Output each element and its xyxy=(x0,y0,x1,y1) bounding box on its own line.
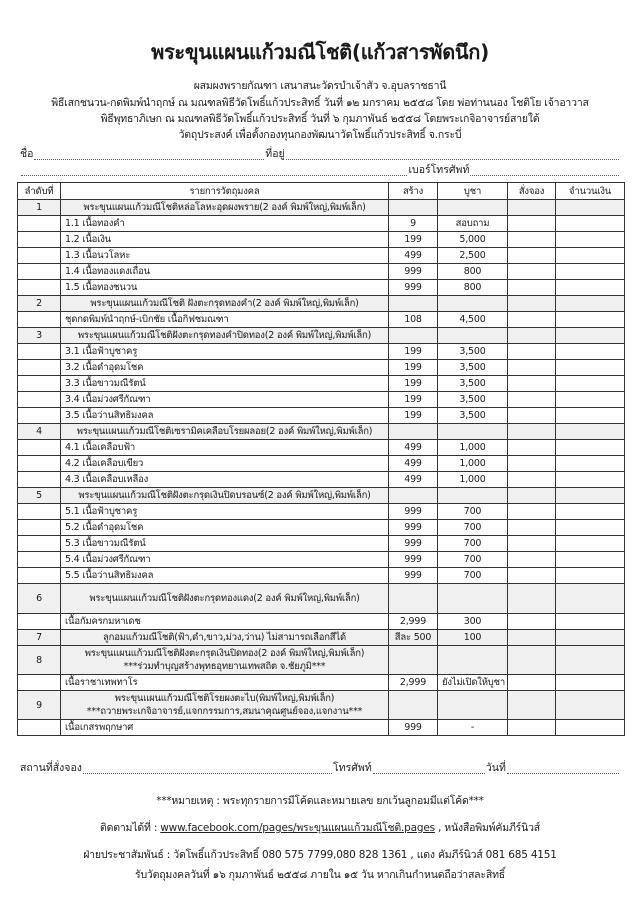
address-label: ที่อยู่ xyxy=(265,148,285,160)
item-made: 999 xyxy=(389,264,438,280)
group-title-line-1: พระขุนแผนแก้วมณีโชติโรยผงตะไบ(พิมพ์ใหญ่,พิมพ์เล็ก) xyxy=(114,693,335,704)
table-row xyxy=(18,280,625,296)
item-price: 300 xyxy=(438,614,508,630)
item-price: - xyxy=(438,720,508,736)
order-qty-cell[interactable] xyxy=(508,472,556,488)
item-price: ยังไม่เปิดให้บูชา xyxy=(438,675,508,691)
amount-cell[interactable] xyxy=(556,360,625,376)
amount-cell[interactable] xyxy=(556,232,625,248)
amount-cell[interactable] xyxy=(556,456,625,472)
phone-field[interactable] xyxy=(470,165,619,176)
amount-cell[interactable] xyxy=(556,630,625,646)
footer-phone-label: โทรศัพท์ xyxy=(333,762,372,774)
item-name: 5.3 เนื้อขาวมณีรัตน์ xyxy=(61,536,389,552)
group-title-line-1: พระขุนแผนแก้วมณีโชติฝังตะกรุดเงินปิดทอง(2 องค์ พิมพ์ใหญ่,พิมพ์เล็ก) xyxy=(84,648,365,659)
table-row xyxy=(18,614,625,630)
col-header-order: สั่งจอง xyxy=(508,183,556,200)
item-name: 5.2 เนื้อดำอุดมโชค xyxy=(61,520,389,536)
item-price: สอบถาม xyxy=(438,216,508,232)
item-price: 700 xyxy=(438,520,508,536)
item-name: 5.4 เนื้อม่วงศรีกัณฑา xyxy=(61,552,389,568)
table-row xyxy=(18,675,625,691)
item-name: เนื้อเกสรพฤกษาศ xyxy=(61,720,389,736)
col-header-made: สร้าง xyxy=(389,183,438,200)
item-name: 3.3 เนื้อขาวมณีรัตน์ xyxy=(61,376,389,392)
amount-cell[interactable] xyxy=(556,504,625,520)
group-title: พระขุนแผนแก้วมณีโชติฝังตะกรุดทองคำปิดทอง(2 องค์ พิมพ์ใหญ่,พิมพ์เล็ก) xyxy=(61,328,389,344)
amount-cell[interactable] xyxy=(556,440,625,456)
item-name: 4.1 เนื้อเคลือบฟ้า xyxy=(61,440,389,456)
follow-line xyxy=(0,819,640,836)
amount-cell[interactable] xyxy=(556,248,625,264)
item-price: 3,500 xyxy=(438,344,508,360)
order-qty-cell[interactable] xyxy=(508,675,556,691)
group-title: พระขุนแผนแก้วมณีโชติฝังตะกรุดเงินปิดบรอนซ์(2 องค์ พิมพ์ใหญ่,พิมพ์เล็ก) xyxy=(61,488,389,504)
item-name: 1.1 เนื้อทองคำ xyxy=(61,216,389,232)
order-qty-cell[interactable] xyxy=(508,312,556,328)
order-qty-cell[interactable] xyxy=(508,280,556,296)
item-made: 199 xyxy=(389,360,438,376)
order-qty-cell[interactable] xyxy=(508,264,556,280)
group-title xyxy=(61,691,389,720)
item-made: 499 xyxy=(389,248,438,264)
order-qty-cell[interactable] xyxy=(508,520,556,536)
item-name: 5.5 เนื้อว่านสิทธิมงคล xyxy=(61,568,389,584)
item-name: 3.4 เนื้อม่วงศรีกัณฑา xyxy=(61,392,389,408)
item-name: 1.4 เนื้อทองแดงเถื่อน xyxy=(61,264,389,280)
item-price: 700 xyxy=(438,552,508,568)
group-row xyxy=(18,488,625,504)
col-header-item: รายการวัตถุมงคล xyxy=(61,183,389,200)
item-price: 800 xyxy=(438,280,508,296)
item-made: 199 xyxy=(389,376,438,392)
order-qty-cell[interactable] xyxy=(508,344,556,360)
name-field[interactable] xyxy=(34,149,264,160)
order-qty-cell[interactable] xyxy=(508,630,556,646)
group-row xyxy=(18,646,625,675)
table-row xyxy=(18,264,625,280)
item-made: 199 xyxy=(389,232,438,248)
follow-suffix: , หนังสือพิมพ์คัมภีร์นิวส์ xyxy=(434,822,540,834)
table-row xyxy=(18,456,625,472)
group-title: พระขุนแผนแก้วมณีโชติหล่อโลหะอุดผงพราย(2 องค์ พิมพ์ใหญ่,พิมพ์เล็ก) xyxy=(61,200,389,216)
name-label: ชื่อ xyxy=(20,148,34,160)
group-no: 4 xyxy=(18,424,61,440)
item-made: 108 xyxy=(389,312,438,328)
amount-cell[interactable] xyxy=(556,408,625,424)
order-qty-cell[interactable] xyxy=(508,440,556,456)
table-row xyxy=(18,392,625,408)
item-made: 499 xyxy=(389,472,438,488)
table-row xyxy=(18,472,625,488)
address-field[interactable] xyxy=(286,149,619,160)
item-price: 100 xyxy=(438,630,508,646)
item-name: เนื้อราชาเทพทาโร xyxy=(61,675,389,691)
footer-phone-field[interactable] xyxy=(373,763,485,774)
item-name: ชุดกดพิมพ์นำฤกษ์-เบิกชัย เนื้อกิฟชมณฑา xyxy=(61,312,389,328)
item-price: 800 xyxy=(438,264,508,280)
item-price: 3,500 xyxy=(438,376,508,392)
group-row xyxy=(18,200,625,216)
group-no: 8 xyxy=(18,646,61,675)
remark-note: ***หมายเหตุ : พระทุกรายการมีโค้ดและหมายเลข ยกเว้นลูกอมมีแต่โค้ด*** xyxy=(156,795,484,807)
group-title: พระขุนแผนแก้วมณีโชติเซรามิคเคลือบโรยผลอย(2 องค์ พิมพ์ใหญ่,พิมพ์เล็ก) xyxy=(61,424,389,440)
amount-cell[interactable] xyxy=(556,216,625,232)
table-row xyxy=(18,216,625,232)
group-row xyxy=(18,584,625,614)
order-qty-cell[interactable] xyxy=(508,248,556,264)
order-qty-cell[interactable] xyxy=(508,720,556,736)
follow-label: ติดตามได้ที่ : xyxy=(99,822,161,834)
group-title: ลูกอมแก้วมณีโชติ(ฟ้า,ดำ,ขาว,ม่วง,ว่าน) ไม่สามารถเลือกสีได้ xyxy=(61,630,389,646)
table-row xyxy=(18,720,625,736)
group-no: 7 xyxy=(18,630,61,646)
receive-date: รับวัตถุมงคลวันที่ ๑๖ กุมภาพันธ์ ๒๕๕๘ ภายใน ๑๕ วัน หากเกินกำหนดถือว่าสละสิทธิ์ xyxy=(135,869,505,881)
subtitle-line-3: พิธีพุทธาภิเษก ณ มณฑลพิธีวัดโพธิ์แก้วประสิทธิ์ วันที่ ๖ กุมภาพันธ์ ๒๕๕๘ โดยพระเกจิอาจารย์สายใต้ xyxy=(100,113,540,125)
order-qty-cell[interactable] xyxy=(508,216,556,232)
item-name: 3.5 เนื้อว่านสิทธิมงคล xyxy=(61,408,389,424)
amount-cell[interactable] xyxy=(556,552,625,568)
item-made: 2,999 xyxy=(389,675,438,691)
table-row xyxy=(18,536,625,552)
order-qty-cell[interactable] xyxy=(508,408,556,424)
item-made: 999 xyxy=(389,520,438,536)
item-made: 999 xyxy=(389,280,438,296)
place-label: สถานที่สั่งจอง xyxy=(20,762,82,774)
name-address-row xyxy=(20,145,620,162)
amount-cell[interactable] xyxy=(556,376,625,392)
item-name: 1.2 เนื้อเงิน xyxy=(61,232,389,248)
amount-cell[interactable] xyxy=(556,520,625,536)
item-made: 499 xyxy=(389,456,438,472)
item-made: 9 xyxy=(389,216,438,232)
item-made: 999 xyxy=(389,536,438,552)
col-header-amount: จำนวนเงิน xyxy=(556,183,625,200)
table-row xyxy=(18,440,625,456)
table-header-row xyxy=(18,183,625,200)
facebook-link[interactable]: www.facebook.com/pages/พระขุนแผนแก้วมณีโชติ.pages xyxy=(160,822,435,834)
item-price: 3,500 xyxy=(438,408,508,424)
pr-contact: ฝ่ายประชาสัมพันธ์ : วัดโพธิ์แก้วประสิทธิ์ 080 575 7799,080 828 1361 , แดง คัมภีร์นิวส์ 081 685 4151 xyxy=(83,849,557,861)
order-table xyxy=(17,182,625,736)
subtitle-line-2: พิธีเสกชนวน-กดพิมพ์นำฤกษ์ ณ มณฑลพิธีวัดโพธิ์แก้วประสิทธิ์ วันที่ ๑๒ มกราคม ๒๕๕๘ โดย พ่อท่านนอง โชติโย เจ้าอาวาส xyxy=(51,97,589,109)
item-made: 499 xyxy=(389,440,438,456)
group-row xyxy=(18,424,625,440)
item-made: 199 xyxy=(389,344,438,360)
item-name: 1.5 เนื้อทองชนวน xyxy=(61,280,389,296)
group-title: พระขุนแผนแก้วมณีโชติ ฝังตะกรุดทองคำ(2 องค์ พิมพ์ใหญ่,พิมพ์เล็ก) xyxy=(61,296,389,312)
order-qty-cell[interactable] xyxy=(508,568,556,584)
order-qty-cell[interactable] xyxy=(508,614,556,630)
amount-cell[interactable] xyxy=(556,312,625,328)
group-title: พระขุนแผนแก้วมณีโชติฝังตะกรุดทองแดง(2 องค์ พิมพ์ใหญ่,พิมพ์เล็ก) xyxy=(61,584,389,614)
item-name: 4.2 เนื้อเคลือบเขียว xyxy=(61,456,389,472)
group-title xyxy=(61,646,389,675)
amount-cell[interactable] xyxy=(556,568,625,584)
item-made: สีละ 500 xyxy=(389,630,438,646)
table-row xyxy=(18,344,625,360)
item-name: 5.1 เนื้อฟ้าบูชาครู xyxy=(61,504,389,520)
amount-cell[interactable] xyxy=(556,344,625,360)
item-price: 2,500 xyxy=(438,248,508,264)
table-row xyxy=(18,408,625,424)
order-qty-cell[interactable] xyxy=(508,456,556,472)
amount-cell[interactable] xyxy=(556,280,625,296)
group-title-line-2: ***ถวายพระเกจิอาจารย์,แจกกรรมการ,สมนาคุณศูนย์จอง,แจกงาน*** xyxy=(86,706,363,717)
order-qty-cell[interactable] xyxy=(508,360,556,376)
group-no: 2 xyxy=(18,296,61,312)
item-name: 4.3 เนื้อเคลือบเหลือง xyxy=(61,472,389,488)
group-no: 6 xyxy=(18,584,61,614)
document-title: พระขุนแผนแก้วมณีโชติ(แก้วสารพัดนึก) xyxy=(151,40,489,64)
col-header-no: ลำดับที่ xyxy=(18,183,61,200)
table-row xyxy=(18,232,625,248)
item-price: 3,500 xyxy=(438,392,508,408)
place-field[interactable] xyxy=(83,763,332,774)
group-row xyxy=(18,630,625,646)
item-name: 1.3 เนื้อนวโลหะ xyxy=(61,248,389,264)
item-price: 700 xyxy=(438,504,508,520)
item-price: 1,000 xyxy=(438,472,508,488)
item-made: 199 xyxy=(389,392,438,408)
item-made: 999 xyxy=(389,504,438,520)
item-name: เนื้อกัมครกมหาเดช xyxy=(61,614,389,630)
table-row xyxy=(18,312,625,328)
group-no: 5 xyxy=(18,488,61,504)
order-qty-cell[interactable] xyxy=(508,536,556,552)
order-qty-cell[interactable] xyxy=(508,392,556,408)
amount-cell[interactable] xyxy=(556,536,625,552)
order-qty-cell[interactable] xyxy=(508,504,556,520)
order-qty-cell[interactable] xyxy=(508,232,556,248)
order-qty-cell[interactable] xyxy=(508,376,556,392)
item-made: 999 xyxy=(389,720,438,736)
item-made: 2,999 xyxy=(389,614,438,630)
item-name: 3.1 เนื้อฟ้าบูชาครู xyxy=(61,344,389,360)
item-price: 3,500 xyxy=(438,360,508,376)
table-row xyxy=(18,504,625,520)
group-title-line-2: ***ร่วมทำบุญสร้างพุทธอุทยานเทพสถิต จ.ชัยภูมิ*** xyxy=(123,661,326,672)
amount-cell[interactable] xyxy=(556,720,625,736)
amount-cell[interactable] xyxy=(556,392,625,408)
group-no: 1 xyxy=(18,200,61,216)
order-place-row xyxy=(20,759,620,776)
date-label: วันที่ xyxy=(485,762,506,774)
item-name: 3.2 เนื้อดำอุดมโชค xyxy=(61,360,389,376)
order-qty-cell[interactable] xyxy=(508,552,556,568)
item-price: 1,000 xyxy=(438,456,508,472)
amount-cell[interactable] xyxy=(556,675,625,691)
group-row xyxy=(18,328,625,344)
date-field[interactable] xyxy=(507,763,619,774)
group-row xyxy=(18,691,625,720)
amount-cell[interactable] xyxy=(556,264,625,280)
group-no: 3 xyxy=(18,328,61,344)
item-price: 700 xyxy=(438,536,508,552)
amount-cell[interactable] xyxy=(556,472,625,488)
table-row xyxy=(18,552,625,568)
item-price: 4,500 xyxy=(438,312,508,328)
item-price: 5,000 xyxy=(438,232,508,248)
table-row xyxy=(18,376,625,392)
col-header-price: บูชา xyxy=(438,183,508,200)
table-row xyxy=(18,520,625,536)
item-price: 700 xyxy=(438,568,508,584)
table-row xyxy=(18,248,625,264)
group-row xyxy=(18,296,625,312)
table-row xyxy=(18,360,625,376)
phone-label: เบอร์โทรศัพท์ xyxy=(408,164,470,176)
item-price: 1,000 xyxy=(438,440,508,456)
table-row xyxy=(18,568,625,584)
subtitle-line-1: ผสมผงพรายกัณฑา เสนาสนะวัดรบำเจ้าสัว จ.อุบลราชธานี xyxy=(193,80,447,92)
subtitle-line-4: วัตถุประสงค์ เพื่อตั้งกองทุนกองพัฒนาวัดโพธิ์แก้วประสิทธิ์ จ.กระบี่ xyxy=(178,129,462,141)
amount-cell[interactable] xyxy=(556,614,625,630)
address-field-line-2[interactable] xyxy=(21,165,407,176)
item-made: 999 xyxy=(389,552,438,568)
phone-row xyxy=(20,161,620,178)
group-no: 9 xyxy=(18,691,61,720)
item-made: 199 xyxy=(389,408,438,424)
item-made: 999 xyxy=(389,568,438,584)
